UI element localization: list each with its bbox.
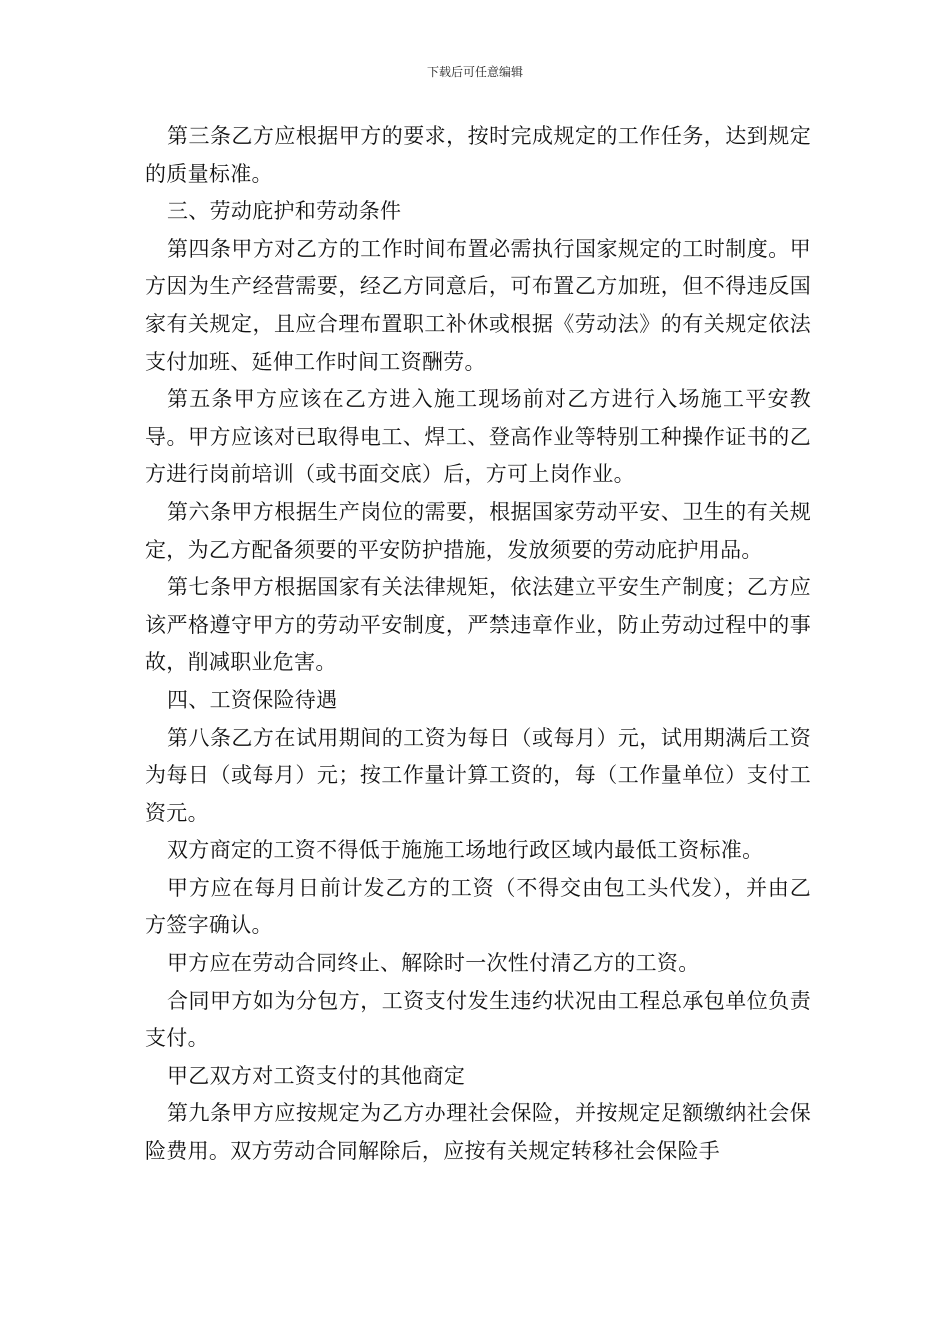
- paragraph: 第五条甲方应该在乙方进入施工现场前对乙方进行入场施工平安教导。甲方应该对已取得电工、焊工、登高作业等特别工种操作证书的乙方进行岗前培训（或书面交底）后，方可上岗作业。: [145, 387, 811, 487]
- paragraph: 甲方应在劳动合同终止、解除时一次性付清乙方的工资。: [167, 951, 700, 976]
- document-body: [145, 118, 811, 1171]
- section-heading: 三、劳动庇护和劳动条件: [167, 199, 402, 224]
- paragraph: 第四条甲方对乙方的工作时间布置必需执行国家规定的工时制度。甲方因为生产经营需要，经乙方同意后，可布置乙方加班，但不得违反国家有关规定，且应合理布置职工补休或根据《劳动法》的有关规定依法支付加班、延伸工作时间工资酬劳。: [145, 236, 811, 374]
- page-header: 下载后可任意编辑: [426, 65, 523, 79]
- paragraph: 甲乙双方对工资支付的其他商定: [167, 1063, 466, 1088]
- paragraph: 第七条甲方根据国家有关法律规矩，依法建立平安生产制度；乙方应该严格遵守甲方的劳动平安制度，严禁违章作业，防止劳动过程中的事故，削减职业危害。: [145, 575, 811, 675]
- paragraph: 双方商定的工资不得低于施施工场地行政区域内最低工资标准。: [167, 838, 764, 863]
- paragraph: 第六条甲方根据生产岗位的需要，根据国家劳动平安、卫生的有关规定，为乙方配备须要的平安防护措施，发放须要的劳动庇护用品。: [145, 499, 811, 562]
- paragraph: 第九条甲方应按规定为乙方办理社会保险，并按规定足额缴纳社会保险费用。双方劳动合同解除后，应按有关规定转移社会保险手: [145, 1101, 811, 1164]
- paragraph: 第八条乙方在试用期间的工资为每日（或每月）元，试用期满后工资为每日（或每月）元；按工作量计算工资的，每（工作量单位）支付工资元。: [145, 725, 811, 825]
- paragraph: 合同甲方如为分包方，工资支付发生违约状况由工程总承包单位负责支付。: [145, 988, 811, 1051]
- paragraph: 甲方应在每月日前计发乙方的工资（不得交由包工头代发），并由乙方签字确认。: [145, 875, 811, 938]
- paragraph: 第三条乙方应根据甲方的要求，按时完成规定的工作任务，达到规定的质量标准。: [145, 124, 811, 186]
- section-heading: 四、工资保险待遇: [167, 687, 338, 712]
